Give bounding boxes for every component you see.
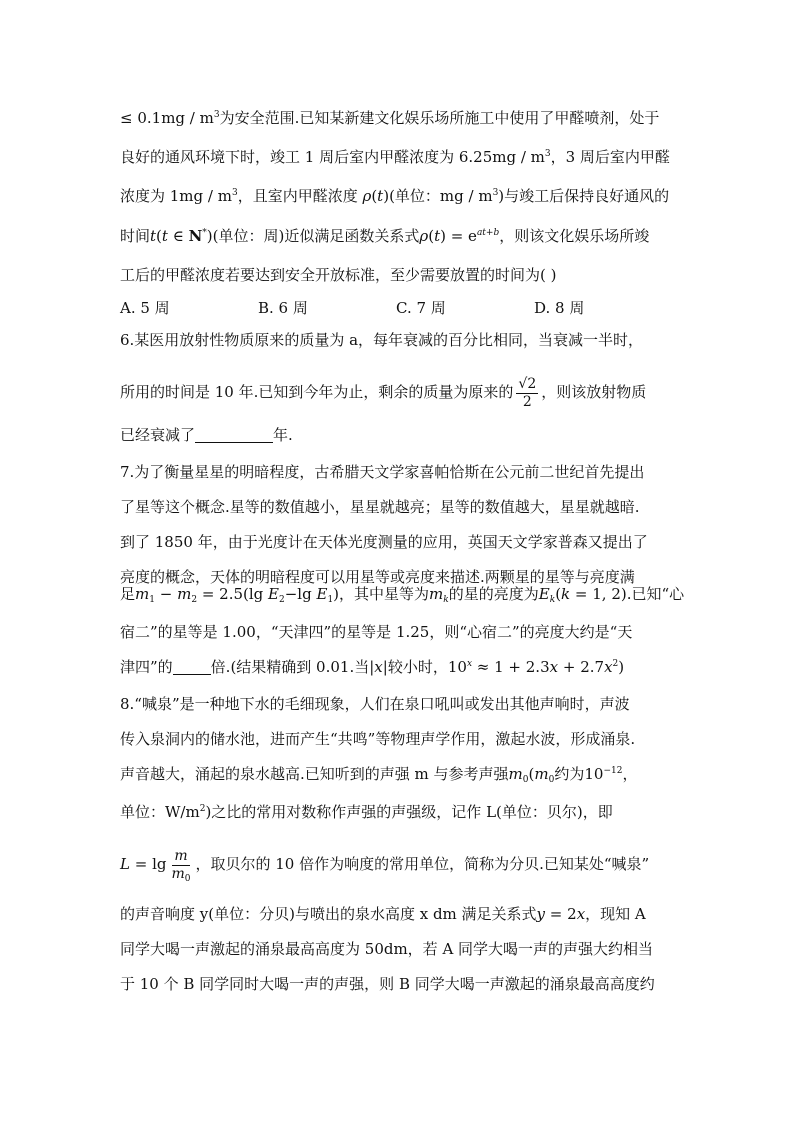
p7-line-3: 到了 1850 年，由于光度计在天体光度测量的应用，英国天文学家普森又提出了 (120, 533, 648, 551)
p8-line-1: 8.“喊泉”是一种地下水的毛细现象，人们在泉口吼叫或发出其他声响时，声波 (120, 695, 630, 713)
p7-line-4: 亮度的概念，天体的明暗程度可以用星等或亮度来描述.两颗星的星等与亮度满 (120, 568, 635, 586)
p7-line-2: 了星等这个概念.星等的数值越小，星星就越亮；星等的数值越大，星星就越暗. (120, 498, 640, 516)
p8-line-6: 的声音响度 y(单位：分贝)与喷出的泉水高度 x dm 满足关系式y = 2x，现知 A (120, 905, 646, 923)
answer-blank (195, 427, 273, 443)
p8-line-8: 于 10 个 B 同学同时大喝一声的声强，则 B 同学大喝一声激起的涌泉最高高度约 (120, 975, 655, 993)
p5-line-1: ≤ $0.1mg / m^3$为安全范围.已知某新建文化娱乐场所施工中使用了甲醛喷剂，处于 (120, 109, 660, 127)
p7-line-6: 宿二”的星等是 1.00，“天津四”的星等是 1.25，则“心宿二”的亮度大约是“天 (120, 623, 633, 641)
p5-line-2: 良好的通风环境下时，竣工 1 周后室内甲醛浓度为 $6.25mg / m^3$，3 周后室内甲醛 (120, 148, 670, 166)
option-d: D. 8 周 (534, 299, 585, 317)
option-a: A. 5 周 (120, 299, 170, 317)
p8-line-5: L = lg $\frac{m}{m_0}$ ，取贝尔的 10 倍作为响度的常用单位，简称为分贝.已知某处“喊泉” (120, 847, 650, 884)
p5-line-5: 工后的甲醛浓度若要达到安全开放标准，至少需要放置的时间为( ) (120, 266, 557, 284)
p6-line-2: 所用的时间是 10 年.已知到今年为止，剩余的质量为原来的 $\frac{√2}{2}$ ，则该放射物质 (120, 375, 647, 410)
sqrt2-over-2: $\frac{√2}{2}$ (518, 375, 537, 410)
p7-line-5: 足$m_1 - m_2 = 2.5(\lg$ $E_2-\lg$ $E_1$)，其中星等为$m_k$的星的亮度为$E_k(k = 1$, 2).已知“心 (120, 585, 685, 605)
p8-line-7: 同学大喝一声激起的涌泉最高高度为 50dm，若 A 同学大喝一声的声强大约相当 (120, 940, 654, 958)
option-b: B. 6 周 (258, 299, 308, 317)
p7-line-7: 津四”的 倍.(结果精确到 0.01.当|x|较小时，$10^x \approx 1 + 2.3x + 2.7x^2$) (120, 658, 625, 676)
p5-line-4: 时间t(t ∈ N*)(单位：周)近似满足函数关系式$\rho(t) = e^{at+b}$，则该文化娱乐场所竣 (120, 227, 650, 245)
option-c: C. 7 周 (396, 299, 446, 317)
p7-line-1: 7.为了衡量星星的明暗程度，古希腊天文学家喜帕恰斯在公元前二世纪首先提出 (120, 463, 645, 481)
p8-line-4: 单位：$W/m^2$)之比的常用对数称作声强的声强级，记作 L(单位：贝尔)，即 (120, 803, 613, 821)
p6-line-1: 6.某医用放射性物质原来的质量为 a，每年衰减的百分比相同，当衰减一半时， (120, 331, 644, 349)
p8-line-3: 声音越大，涌起的泉水越高.已知听到的声强 m 与参考声强$m_0(m_0$约为$10^{-12}$， (120, 765, 638, 785)
answer-blank (173, 659, 211, 675)
p5-line-3: 浓度为 $1mg / m^3$，且室内甲醛浓度 ρ(t)(单位：mg / $m^3$)与竣工后保持良好通风的 (120, 187, 670, 205)
p8-line-2: 传入泉洞内的储水池，进而产生“共鸣”等物理声学作用，激起水波，形成涌泉. (120, 730, 636, 748)
p6-line-3: 已经衰减了 年. (120, 426, 293, 444)
